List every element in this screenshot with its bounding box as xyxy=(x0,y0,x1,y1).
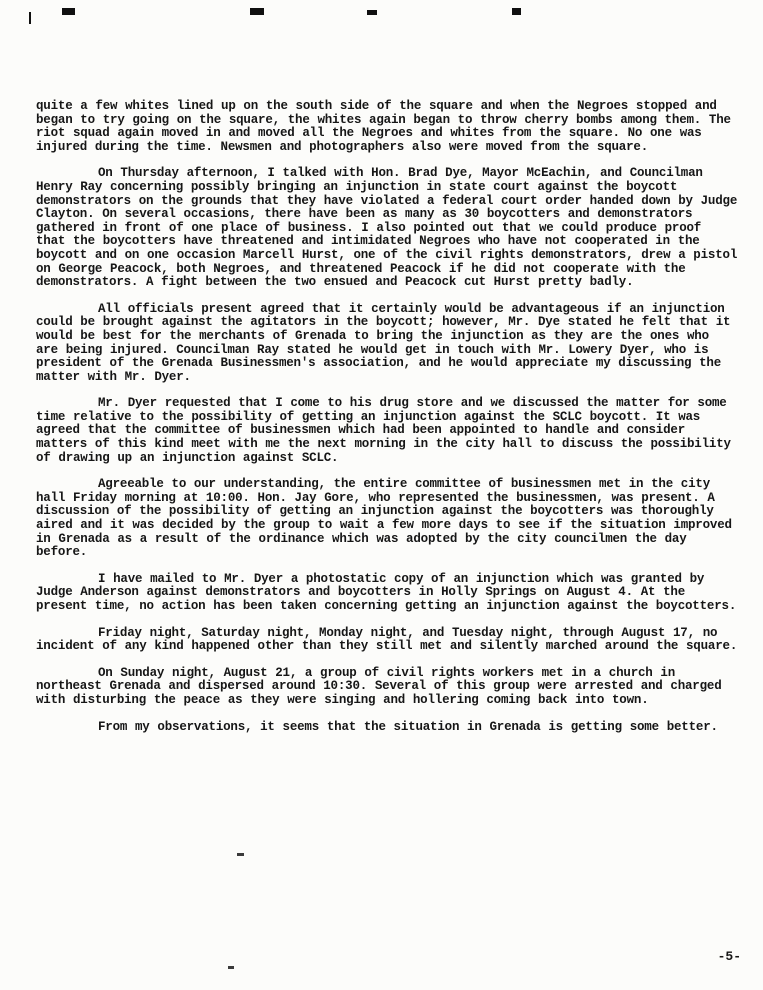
scan-mark xyxy=(62,8,75,15)
paragraph-5: Agreeable to our understanding, the entire committee of businessmen met in the city hall Friday morning at 10:00. Hon. Jay Gore, who represented the businessmen, was present. A discussion of the possibility of getting an injunction against the boycotters was thoroughly aired and it was decided by the group to wait a few more days to see if the situation improved in Grenada as a result of the ordinance which was adopted by the city councilmen the day before. xyxy=(36,477,732,560)
paragraph-6: I have mailed to Mr. Dyer a photostatic copy of an injunction which was granted by Judge Anderson against demonstrators and boycotters in Holly Springs on August 4. At the present time, no action has been taken concerning getting an injunction against the boycotters. xyxy=(36,571,737,613)
scan-speck xyxy=(237,853,244,856)
paragraph-8: On Sunday night, August 21, a group of civil rights workers met in a church in northeast Grenada and dispersed around 10:30. Several of this group were arrested and charged with disturbing the peace as they were singing and hollering coming back into town. xyxy=(36,665,722,707)
scan-speck xyxy=(228,966,234,969)
paragraph-3: All officials present agreed that it certainly would be advantageous if an injunction could be brought against the agitators in the boycott; however, Mr. Dye stated he felt that it would be best for the merchants of Grenada to bring the injunction as they are the ones who are being injured. Councilman Ray stated he would get in touch with Mr. Lowery Dyer, who is president of the Grenada Businessmen's association, and he would appreciate my discussing the matter with Mr. Dyer. xyxy=(36,301,731,384)
scan-mark xyxy=(250,8,264,15)
paragraph-4: Mr. Dyer requested that I come to his drug store and we discussed the matter for some time relative to the possibility of getting an injunction against the SCLC boycott. It was agreed that the committee of businessmen which had been appointed to handle and consider matters of this kind meet with me the next morning in the city hall to discuss the possibility of drawing up an injunction against SCLC. xyxy=(36,396,731,465)
paragraph-7: Friday night, Saturday night, Monday night, and Tuesday night, through August 17, no incident of any kind happened other than they still met and silently marched around the square. xyxy=(36,625,738,654)
scan-mark xyxy=(367,10,377,15)
page-number: -5- xyxy=(717,949,741,964)
scan-mark xyxy=(512,8,521,15)
paragraph-1: quite a few whites lined up on the south side of the square and when the Negroes stopped and began to try going on the square, the whites again began to throw cherry bombs among them. The riot squad again moved in and moved all the Negroes and whites from the square. No one was injured during the time. Newsmen and photographers also were moved from the square. xyxy=(36,99,731,154)
document-text-block xyxy=(36,100,738,747)
scan-mark xyxy=(29,12,31,24)
paragraph-9: From my observations, it seems that the situation in Grenada is getting some better. xyxy=(98,719,718,734)
paragraph-2: On Thursday afternoon, I talked with Hon. Brad Dye, Mayor McEachin, and Councilman Henry Ray concerning possibly bringing an injunction in state court against the boycott demonstrators on the grounds that they have violated a federal court order handed down by Judge Clayton. On several occasions, there have been as many as 30 boycotters and demonstrators gathered in front of one place of business. I also pointed out that we could produce proof that the boycotters have threatened and intimidated Negroes who have not cooperated in the boycott and on one occasion Marcell Hurst, one of the civil rights demonstrators, drew a pistol on George Peacock, both Negroes, and threatened Peacock if he did not cooperate with the demonstrators. A fight between the two ensued and Peacock cut Hurst pretty badly. xyxy=(36,166,738,290)
